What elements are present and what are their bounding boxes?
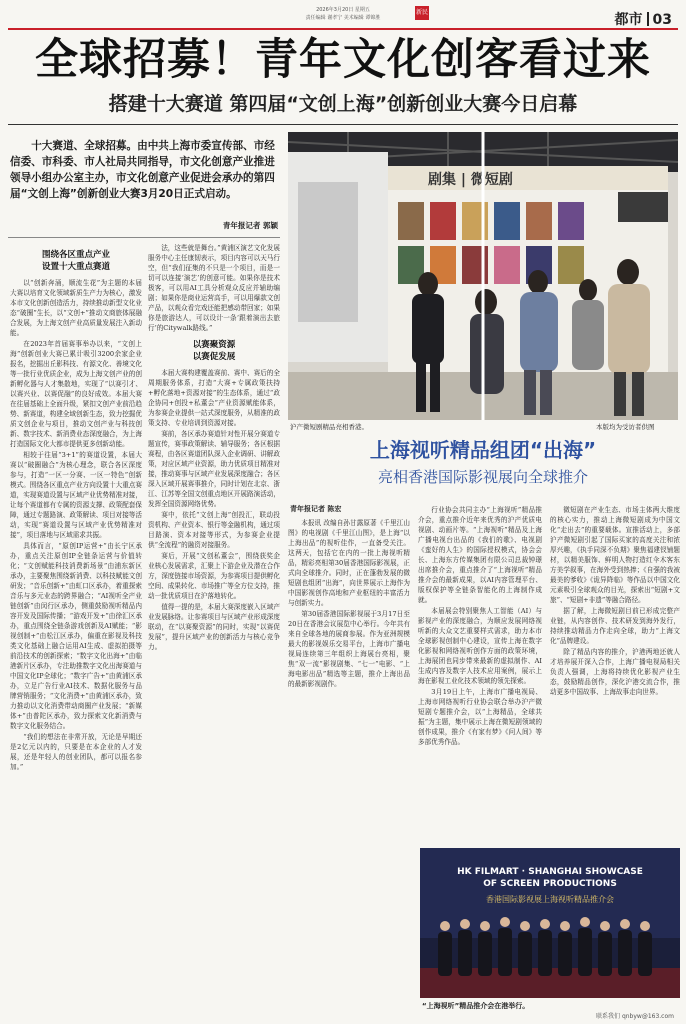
paragraph: 第30届香港国际影视展于3月17日至20日在香港会议展览中心举行。今年共有来自全球各地的展商参展。作为亚洲规模最大的影视娱乐交易平台，上海市广播电视局连续第三年组织上海展台亮相，聚焦“双一流”影视剧集、“七一”电影、“上海电影出品”精选等主题，推介上海出品的最新影视剧作。 bbox=[288, 610, 410, 688]
paragraph: 本届大赛构建覆盖赛前、赛中、赛后的全周期服务体系，打造“大赛+专属政策扶持+孵化落地+资源对接”的生态体系，通过“政企协同+创投+私董会”产业资源赋能体系，为参赛企业提供一站式深度服务，从精准的政策支持、专业培训到资源对接。 bbox=[148, 369, 280, 427]
paragraph: 据了解，上海微短剧目前已形成完整产业链，从内容创作、技术研发到海外发行，持续推动精品力作走向全球，助力“上海文化”品牌建设。 bbox=[550, 607, 680, 645]
top-rule bbox=[8, 28, 678, 30]
story2-column-3 bbox=[550, 505, 680, 845]
divider bbox=[647, 12, 649, 26]
section-label bbox=[615, 9, 672, 29]
paragraph: 在2023年首届赛事举办以来，“文创上海”创新创业大赛已累计吸引3200余家企业报名，挖掘出丘影科技、有源文化、善境文化等一批行业优质企业，成为上海文创产业的创新孵化器与人才集散地，实现了“以赛引才、以赛兴业、以赛促融”的良好成效。本届大赛在往届基础上全面升级，紧扣文创产业前沿趋势、新赛道，构建全域创新生态，致力挖掘优质文创企业与项目，推动文创产业与科技创新、数字技术、新消费业态深度融合，为上海打造国际文化大都市提供更多创新动能。 bbox=[10, 340, 142, 448]
paragraph: 本届展会特别聚焦人工智能（AI）与影视产业的深度融合，为顺应发展网络视听新的大众文艺重要样式需求，助力本市全球影视创制中心建设，宣传上海在数字化影视和网络视听创作方面的政策环境，上海展团也同步带来最新的虚拟制作、AI生成内容及数字人技术应用案例，展示上海在影视工业化技术领域的领先探索。 bbox=[418, 607, 542, 685]
paragraph: 行业协会共同主办“上海视听”精品推介会，重点推介近年来优秀的沪产优质电视剧、动画片等。“上海视听”精品及上海广播电视台出品的《我们的歌》、电视剧《蛮好的人生》的国际授权模式，协会会长、上海东方传媒集团有限公司总裁钟璟出席推介会，重点推介了“上海视听”精品推介会的最新成果，以AI内容管理平台、版权保护等全链条智能化的上海制作成就。 bbox=[418, 506, 542, 604]
lead-paragraph: 十大赛道、全球招募。由中共上海市委宣传部、市经信委、市科委、市人社局共同指导，市文化创意产业推进领导小组办公室主办，市文化创意产业促进会承办的第四届“文创上海”创新创业大赛3月20日正式启动。 bbox=[10, 140, 275, 200]
photo-credit: 本版均为受访者供图 bbox=[596, 423, 655, 431]
booth-sign: 剧集 | 微短剧 bbox=[428, 172, 513, 188]
sub-headline: 搭建十大赛道 第四届“文创上海”创新创业大赛今日启幕 bbox=[108, 93, 578, 115]
story1-subhead-2: 以赛聚资源 以赛促发展 bbox=[192, 340, 236, 362]
paragraph: 值得一提的是，本届大赛深度嵌入区域产业发展脉络。让参赛项目与区域产业形成深度联动，在“以赛聚资源”的同时，实现“以赛促发展”，提升区域产业的创新活力与核心竞争力。 bbox=[148, 603, 280, 651]
photo2-caption: “上海视听”精品推介会在港举行。 bbox=[422, 1002, 530, 1010]
story2-subtitle: 亮相香港国际影视展向全球推介 bbox=[377, 468, 588, 486]
paragraph: 赛中，依托“文创上海”创投汇，联动投资机构、产业资本、银行等金融机构，通过项目路演、资本对接等形式，为参赛企业提供“全流程”的融资对接服务。 bbox=[148, 511, 280, 549]
story1-column-2 bbox=[148, 243, 280, 1013]
story1-column-1 bbox=[10, 243, 142, 1013]
story1-subhead-1: 围绕各区重点产业 设置十大重点赛道 bbox=[41, 250, 110, 272]
date-line: 2026年3月20日 星期五 bbox=[316, 7, 370, 13]
paragraph: 除了精品内容的推介，沪港两地还就人才培养展开深入合作，上海广播电视局相关负责人强调，上海将持续优化影视产业生态，鼓励精品创作，深化沪港交流合作，推动更多中国故事、上海故事走向世界。 bbox=[550, 648, 680, 696]
story1-col2-head bbox=[148, 243, 280, 333]
banner-line-2: OF SCREEN PRODUCTIONS bbox=[483, 879, 617, 889]
paragraph: 微短剧在产业生态、市场主体两大维度的核心实力，推动上海微短剧成为中国文化“走出去”的重要载体。宣推活动上，多部沪产微短剧引起了国际买家的高度关注和浓厚兴趣，《执手同深不负期》聚焦福建钗铺题材，以精美服饰、鲜明人物打造红伞木客东方美学叙事，在海外受到热捧；《自强的我被最美的爹收》《诡异降临》等作品以中国文化元素吸引全球观众的目光，探索出“短剧+文旅”、“短剧+非遗”等融合路径。 bbox=[550, 506, 680, 604]
lead-byline: 青年报记者 郭颖 bbox=[222, 221, 278, 230]
booth-photo-illustration bbox=[288, 132, 678, 420]
banner-line-3: 香港国际影视展上海视听精品推介会 bbox=[486, 895, 614, 904]
story2-column-1 bbox=[288, 518, 410, 1013]
paragraph: “我们的想法在非常开放，无论是早期还是2亿元以内的，只要是在本企业的人才发展，还是年轻人的创业团队，都可以报名参加。” bbox=[10, 733, 142, 771]
page-number: 03 bbox=[652, 12, 672, 28]
story2-byline: 青年报记者 陈宏 bbox=[290, 505, 342, 513]
paragraph: 3月19日上午，上海市广播电视局、上海市网络视听行业协会联合举办沪产微短剧专题推介会，以“上海精品，全球共振”为主题，集中展示上海在微短剧领域的创作成果，推介《有家有梦》《问人间》等多部优秀作品。 bbox=[418, 688, 542, 746]
footer-contact: 联系我们 qnbyw@163.com bbox=[596, 1013, 674, 1020]
section-name: 都市 bbox=[614, 12, 643, 28]
masthead-meta bbox=[0, 6, 686, 22]
paragraph: 本报讯 改编自孙甘露原著《千里江山图》的电视剧《千里江山图》，是上海“以上海出品”的视听佳作，一直备受关注。这两天，包括它在内的一批上海视听精品，精彩亮相第30届香港国际影视展，正式向全球推介。同时，正在蓬勃发展的微短剧也组团“出海”，向世界展示上海作为中国影视创作高地和产业枢纽的丰富活力与创新实力。 bbox=[288, 519, 410, 607]
photo1-caption: 沪产微短剧精品亮相香港。 bbox=[290, 423, 368, 431]
showcase-photo-illustration bbox=[420, 848, 680, 998]
booth-photo bbox=[288, 132, 678, 420]
paragraph: 法，这些就是舞台。”黄浦区演艺文化发展服务中心主任康韧表示，项目内容可以天马行空，但“我们征集的不只是一个项目，而是一切可以连接‘演艺’的创意可能。如果你是技术极客，可以用AI工具分析观众反应并辅助编剧；如果你是商业运营高手，可以用爆款文创产品，以观众看完戏还能把感动带回家；如果你是旅游达人，可以设计一条‘跟着演出去旅行’的Citywalk路线。” bbox=[148, 244, 280, 332]
story1-col2-text bbox=[148, 368, 280, 652]
editor-line: 责任编辑 谢孝宁 美术编辑 谭锦胜 bbox=[305, 15, 381, 21]
story2-title: 上海视听精品组团“出海” bbox=[369, 438, 597, 462]
paragraph: 相较于往届“3+1”的赛道设置，本届大赛以“破圈融合”为核心理念，联合各区深度参与，打造“一区一分赛、一区一特色”创新模式。围绕各区重点产业方向设置十大重点赛道，实现赛道设置与区域产业优势精准对接，让每个赛道都有专属的资源支撑、政策配套保障，通过专题路演、政策解读、项目对接等活动，实现“赛道设置与区域产业优势精准对接”，项目落地与区域需求共振。 bbox=[10, 451, 142, 539]
showcase-photo bbox=[420, 848, 680, 998]
paragraph: 具体而言，“原创IP运营+”由长宁区承办，重点关注原创IP全链条运营与价值转化；“文创赋能科技消费新场景”由浦东新区承办，主要聚焦围绕新消费、以科技赋能文创研发；“音乐创新+”由虹口区承办，着重探索音乐与多元业态的跨界融合；“AI视听全产业链创新”由闵行区承办，侧重鼓励视听精品内容开发及国际传播；“游戏开发+”由徐汇区承办，重点围绕全链条游戏创新及AI赋能；“影视创制+”由松江区承办，偏重在影视及科技类文化基础上融合运用AI生成、虚拟拍摄等前沿技术的创新探索；“数字文化出海+”由临港新片区承办，专注助推数字文化出海赛道与中国文化IP全球化；“数字广告+”由黄浦区承办，立足广告行业AI技术、数据化服务与品牌营销服务；“文化消费+”由黄浦区承办，致力推动以文化消费带动商圈产业发展；“新媒体+”由普陀区承办，致力探索文化新消费与数字文化服务结合。 bbox=[10, 542, 142, 730]
paragraph: 赛前，各区承办赛道针对性开展分赛道专题宣传，赛事政策解读、辅导服务；各区根据赛程，由各区赛道团队深入企业调研、讲解政策，对应区域产业资源，助力优质项目精准对接，推动赛事与区域产业发展深度融合；各区深入区域开展赛事推介，同时计划在北京、浙江、江苏等全国文创重点地区开展路演活动，发挥全国资源网络优势。 bbox=[148, 430, 280, 508]
lead-rule bbox=[8, 237, 280, 238]
paragraph: 赛后，开展“文创私董会”，围绕获奖企业核心发展需求，汇聚上下游企业及潜在合作方，深度链接市场资源，为参赛项目提供孵化空间、成果转化、市场推广等全方位支持，推动一批优质项目在沪落地转化。 bbox=[148, 552, 280, 600]
paragraph: 以“创新奔涌，顺流生花”为主题的本届大赛以培育文化领域新质生产力为核心，激发本市文化创新创造活力，持续推动新型文化业态“破圈”生长，以“文创+”推动文商旅体展融合发展，为上海文创产业高质量发展注入新动能。 bbox=[10, 279, 142, 337]
story1-col1-text bbox=[10, 278, 142, 772]
sub-rule bbox=[8, 124, 678, 125]
newspaper-logo: 新民 bbox=[415, 6, 429, 20]
main-headline: 全球招募！青年文化创客看过来 bbox=[35, 35, 651, 85]
banner-line-1: HK FILMART · SHANGHAI SHOWCASE bbox=[457, 867, 643, 877]
